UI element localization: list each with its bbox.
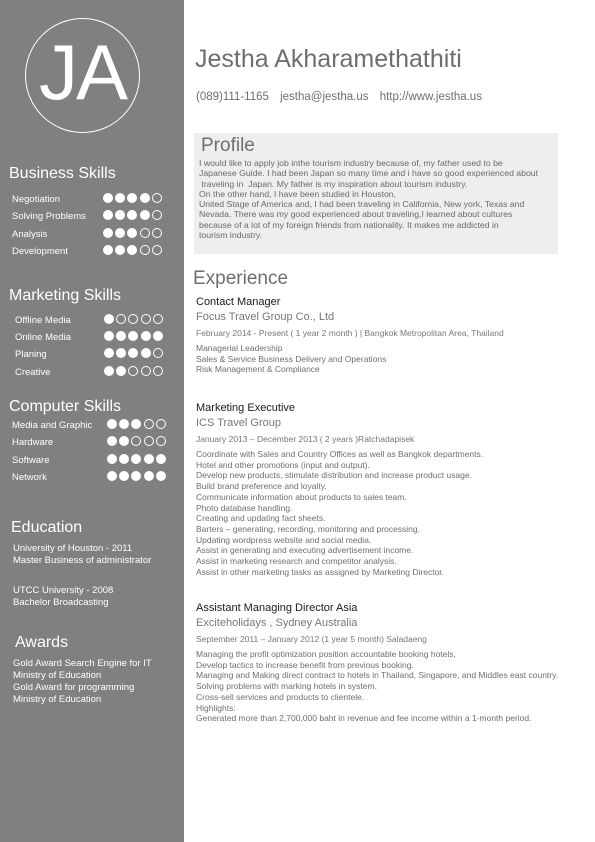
rating-dot-filled xyxy=(115,245,125,255)
job-company: Exciteholidays , Sydney Australia xyxy=(196,617,358,629)
skill-rating xyxy=(103,193,162,203)
job-detail-line: Coordinate with Sales and Country Offices as well as Bangkok departments. xyxy=(196,449,484,459)
rating-dot-empty xyxy=(153,348,163,358)
job-detail-line: Communicate information about products to sales team. xyxy=(196,491,407,502)
job-detail-line: Highlights: xyxy=(196,702,236,713)
rating-dot-empty xyxy=(140,245,150,255)
rating-dot-filled xyxy=(104,314,114,324)
profile-text xyxy=(199,158,555,240)
skill-row xyxy=(0,331,180,345)
skill-row xyxy=(0,471,180,485)
job-dates: September 2011 – January 2012 (1 year 5 month) Saladaeng xyxy=(196,634,427,644)
skill-label: Media and Graphic xyxy=(12,420,93,431)
job-detail-line: Assist in marketing research and competitor analysis. xyxy=(196,556,397,567)
rating-dot-empty xyxy=(156,436,166,446)
rating-dot-filled xyxy=(127,193,137,203)
skill-label: Creative xyxy=(15,367,51,378)
rating-dot-empty xyxy=(144,419,154,429)
profile-line: Japanese Guide. I had been Japan so many time and i have so good experienced about xyxy=(199,168,539,179)
website-link[interactable]: http://www.jestha.us xyxy=(379,91,482,103)
job-details xyxy=(196,449,591,577)
profile-line: tourism industry. xyxy=(199,230,263,241)
job-detail-line: Generated more than 2,700,000 baht in revenue and fee income within a 1-month period. xyxy=(196,713,532,724)
skill-rating xyxy=(104,331,163,341)
profile-line: On the other hand, I have been studied in Houston, xyxy=(199,188,397,199)
job-detail-line: Assist in other marketing tasks as assigned by Marketing Director. xyxy=(196,566,445,577)
rating-dot-filled xyxy=(141,348,151,358)
rating-dot-filled xyxy=(156,454,166,464)
profile-line: Nevada. There was my good experienced about traveling,I learned about cultures xyxy=(199,209,513,220)
job-detail-line: Hotel and other promotions (input and output). xyxy=(196,459,370,470)
job-details xyxy=(196,649,591,724)
award-line: Gold Award Search Engine for IT xyxy=(13,658,152,669)
rating-dot-filled xyxy=(107,471,117,481)
rating-dot-empty xyxy=(141,366,151,376)
job-detail-line: Photo database handling. xyxy=(196,502,293,513)
skill-rating xyxy=(107,436,166,446)
job-detail-line: Sales & Service Business Delivery and Operations xyxy=(196,353,387,364)
skill-label: Planing xyxy=(15,349,47,360)
award-line: Ministry of Education xyxy=(13,694,102,705)
rating-dot-empty xyxy=(128,366,138,376)
profile-section xyxy=(194,133,558,254)
rating-dot-filled xyxy=(153,331,163,341)
rating-dot-filled xyxy=(156,471,166,481)
skill-rating xyxy=(104,348,163,358)
job-title: Contact Manager xyxy=(196,296,281,308)
rating-dot-filled xyxy=(127,210,137,220)
job-detail-line: Develop tactics to increase benefit from previous booking. xyxy=(196,659,414,670)
rating-dot-empty xyxy=(116,314,126,324)
rating-dot-filled xyxy=(115,210,125,220)
skill-rating xyxy=(104,366,163,376)
skill-row xyxy=(0,245,180,259)
job-detail-line: Managing and Making direct contract to hotels in Thailand, Singapore, and Middles east country. xyxy=(196,670,559,681)
education-degree: University of Houston - 2011 xyxy=(13,543,133,554)
rating-dot-filled xyxy=(141,331,151,341)
award-line: Gold Award for programming xyxy=(13,682,135,693)
job-detail-line: Build brand preference and loyalty. xyxy=(196,481,327,492)
rating-dot-filled xyxy=(140,210,150,220)
rating-dot-filled xyxy=(107,419,117,429)
rating-dot-filled xyxy=(103,210,113,220)
rating-dot-filled xyxy=(144,471,154,481)
rating-dot-filled xyxy=(103,245,113,255)
skill-label: Software xyxy=(12,455,50,466)
rating-dot-empty xyxy=(152,245,162,255)
job-entry xyxy=(196,296,591,375)
rating-dot-filled xyxy=(115,193,125,203)
rating-dot-filled xyxy=(116,348,126,358)
rating-dot-filled xyxy=(131,454,141,464)
skill-rating xyxy=(107,454,166,464)
phone-number: (089)111-1165 xyxy=(196,91,269,103)
job-dates: January 2013 – December 2013 ( 2 years )Ratchadapisek xyxy=(196,434,415,444)
monogram-circle xyxy=(25,18,140,133)
rating-dot-filled xyxy=(144,454,154,464)
skill-label: Network xyxy=(12,472,47,483)
skill-row xyxy=(0,454,180,468)
education-degree: Bachelor Broadcasting xyxy=(13,597,109,608)
rating-dot-empty xyxy=(152,210,162,220)
profile-line: because of a lot of my foreign friends from nationality. It makes me addicted in xyxy=(199,219,499,230)
skill-label: Development xyxy=(12,246,68,257)
rating-dot-filled xyxy=(107,454,117,464)
email-link[interactable]: jestha@jestha.us xyxy=(280,91,369,103)
skill-rating xyxy=(103,210,162,220)
rating-dot-empty xyxy=(144,436,154,446)
job-detail-line: Barters – generating, recording, monitoring and processing. xyxy=(196,523,420,534)
rating-dot-filled xyxy=(116,366,126,376)
skill-label: Solving Problems xyxy=(12,211,86,222)
profile-line: United Stage of America and, I had been traveling in California, New york, Texas and xyxy=(199,199,525,210)
job-dates: February 2014 - Present ( 1 year 2 month ) | Bangkok Metropolitan Area, Thailand xyxy=(196,328,504,338)
job-detail-line: Managing the profit optimization position accountable booking hotels, xyxy=(196,649,456,659)
job-entry xyxy=(196,602,591,724)
skill-label: Analysis xyxy=(12,229,48,240)
skill-row xyxy=(0,193,180,207)
rating-dot-filled xyxy=(119,471,129,481)
skill-rating xyxy=(104,314,163,324)
education-heading: Education xyxy=(11,519,83,536)
rating-dot-filled xyxy=(131,471,141,481)
skill-rating xyxy=(103,245,162,255)
job-company: Focus Travel Group Co., Ltd xyxy=(196,311,335,323)
rating-dot-filled xyxy=(128,331,138,341)
skill-label: Online Media xyxy=(15,332,71,343)
profile-line: traveling in Japan. My father is my inspiration about tourism industry. xyxy=(199,178,468,189)
computer-skills-heading: Computer Skills xyxy=(9,398,122,415)
skill-rating xyxy=(107,419,166,429)
job-company: ICS Travel Group xyxy=(196,417,281,429)
job-detail-line: Managerial Leadership xyxy=(196,343,283,353)
rating-dot-filled xyxy=(127,245,137,255)
skill-label: Hardware xyxy=(12,437,54,448)
skill-label: Negotiation xyxy=(12,194,61,205)
skill-rating xyxy=(107,471,166,481)
rating-dot-filled xyxy=(107,436,117,446)
rating-dot-empty xyxy=(128,314,138,324)
rating-dot-filled xyxy=(104,348,114,358)
award-line: Ministry of Education xyxy=(13,670,102,681)
rating-dot-filled xyxy=(119,436,129,446)
skill-label: Offline Media xyxy=(15,315,71,326)
job-detail-line: Develop new products, stimulate distribution and increase product usage. xyxy=(196,470,472,481)
rating-dot-filled xyxy=(119,419,129,429)
job-detail-line: Assist in generating and executing advertisement income. xyxy=(196,545,414,556)
rating-dot-filled xyxy=(104,366,114,376)
job-detail-line: Updating wordpress website and social media. xyxy=(196,534,372,545)
marketing-skills-heading: Marketing Skills xyxy=(9,287,122,304)
job-detail-line: Solving problems with marking hotels in system. xyxy=(196,681,377,692)
rating-dot-filled xyxy=(103,193,113,203)
awards-heading: Awards xyxy=(15,634,69,651)
rating-dot-filled xyxy=(119,454,129,464)
profile-heading: Profile xyxy=(201,135,255,156)
skill-row xyxy=(0,366,180,380)
rating-dot-filled xyxy=(127,228,137,238)
job-detail-line: Creating and updating fact sheets. xyxy=(196,513,326,524)
candidate-name: Jestha Akharamethathiti xyxy=(195,45,462,73)
skill-row xyxy=(0,210,180,224)
rating-dot-empty xyxy=(141,314,151,324)
experience-heading: Experience xyxy=(193,268,289,289)
skill-rating xyxy=(103,228,162,238)
job-title: Assistant Managing Director Asia xyxy=(196,602,358,614)
job-detail-line: Risk Management & Compliance xyxy=(196,364,320,375)
rating-dot-filled xyxy=(131,419,141,429)
rating-dot-empty xyxy=(140,228,150,238)
rating-dot-filled xyxy=(116,331,126,341)
contact-line xyxy=(196,91,490,103)
skill-row xyxy=(0,348,180,362)
education-degree: Master Business of administrator xyxy=(13,555,152,566)
monogram-initials: JA xyxy=(38,28,127,116)
sidebar xyxy=(0,0,184,842)
rating-dot-empty xyxy=(156,419,166,429)
rating-dot-empty xyxy=(152,228,162,238)
rating-dot-empty xyxy=(153,366,163,376)
business-skills-heading: Business Skills xyxy=(9,165,116,182)
skill-row xyxy=(0,436,180,450)
skill-row xyxy=(0,314,180,328)
rating-dot-filled xyxy=(128,348,138,358)
rating-dot-empty xyxy=(152,193,162,203)
job-entry xyxy=(196,402,591,577)
rating-dot-filled xyxy=(140,193,150,203)
profile-line: I would like to apply job inthe tourism industry because of, my father used to be xyxy=(199,158,503,168)
rating-dot-filled xyxy=(103,228,113,238)
rating-dot-empty xyxy=(131,436,141,446)
job-details xyxy=(196,343,591,375)
rating-dot-filled xyxy=(104,331,114,341)
rating-dot-filled xyxy=(115,228,125,238)
rating-dot-empty xyxy=(153,314,163,324)
education-degree: UTCC University - 2008 xyxy=(13,585,114,596)
skill-row xyxy=(0,228,180,242)
skill-row xyxy=(0,419,180,433)
job-title: Marketing Executive xyxy=(196,402,296,414)
job-detail-line: Cross-sell services and products to clientele. xyxy=(196,691,365,702)
